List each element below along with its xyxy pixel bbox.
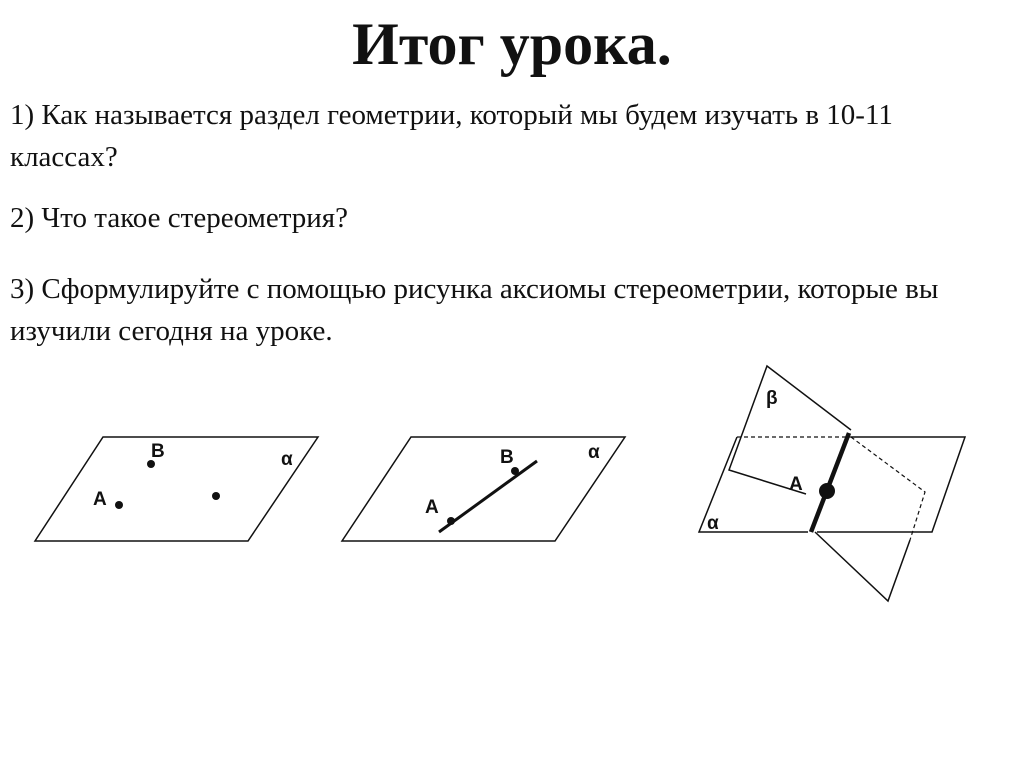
plane-alpha-1 (35, 437, 318, 541)
label-b-1: B (151, 441, 165, 462)
point-b-2 (511, 467, 519, 475)
label-beta-3: β (766, 388, 778, 409)
label-b-2: B (500, 447, 514, 468)
question-1: 1) Как называется раздел геометрии, который мы будем изучать в 10-11 классах? (10, 99, 893, 173)
question-2: 2) Что такое стереометрия? (10, 202, 349, 234)
plane-beta-3-lower (815, 532, 910, 601)
plane-alpha-3-right (817, 437, 965, 532)
slide-title: Итог урока. (352, 11, 672, 77)
plane-beta-3-hidden (851, 437, 925, 540)
label-a-3: A (789, 474, 803, 495)
plane-alpha-2 (342, 437, 625, 541)
intersection-line (811, 433, 849, 532)
point-a-2 (447, 517, 455, 525)
point-a-3 (819, 483, 835, 499)
figure-three-points (35, 437, 318, 541)
point-c-1 (212, 492, 220, 500)
question-3: 3) Сформулируйте с помощью рисунка аксиомы стереометрии, которые вы изучили сегодня на уроке. (10, 273, 939, 347)
label-alpha-3: α (707, 513, 719, 534)
label-alpha-1: α (281, 449, 293, 470)
figure-intersecting-planes (699, 366, 965, 601)
label-a-2: A (425, 497, 439, 518)
label-a-1: A (93, 489, 107, 510)
point-a-1 (115, 501, 123, 509)
figure-line-in-plane (342, 437, 625, 541)
label-alpha-2: α (588, 442, 600, 463)
